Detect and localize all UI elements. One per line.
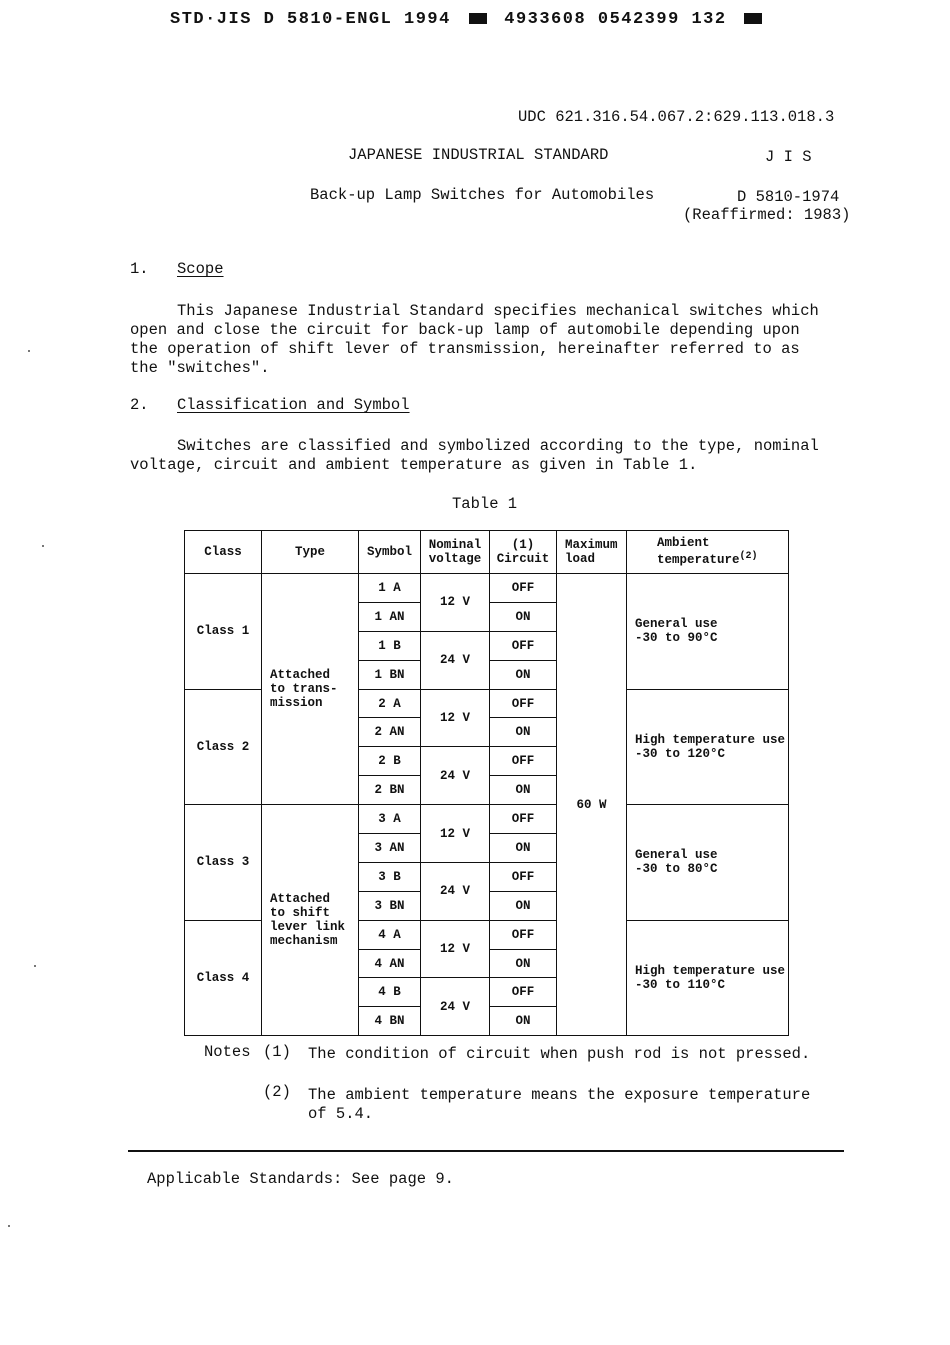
- class-cell: Class 1: [185, 574, 262, 690]
- symbol-cell: 1 B: [359, 631, 421, 660]
- scan-speck: [28, 350, 30, 352]
- black-block-mark: [469, 13, 487, 24]
- circuit-cell: OFF: [490, 862, 557, 891]
- document-title: Back-up Lamp Switches for Automobiles: [310, 186, 655, 204]
- classification-paragraph: [130, 437, 840, 475]
- type-line: lever link: [270, 920, 346, 935]
- circuit-cell: ON: [490, 891, 557, 920]
- class-cell: Class 3: [185, 805, 262, 921]
- circuit-cell: ON: [490, 660, 557, 689]
- ambient-cell: [627, 805, 789, 921]
- table-row: [185, 805, 789, 834]
- section-heading: Classification and Symbol: [177, 396, 410, 414]
- scan-speck: [34, 965, 36, 967]
- symbol-cell: 4 A: [359, 920, 421, 949]
- header-circuit: [490, 531, 557, 574]
- symbol-cell: 1 AN: [359, 602, 421, 631]
- circuit-cell: ON: [490, 1007, 557, 1036]
- header-code-right: 4933608 0542399 132: [504, 10, 727, 29]
- section-number: 1.: [130, 260, 149, 278]
- circuit-note-ref: (1): [511, 538, 535, 552]
- reaffirmed-date: (Reaffirmed: 1983): [683, 206, 851, 224]
- type-cell: [262, 574, 359, 805]
- jis-mark: J I S: [765, 148, 812, 166]
- note-2-text-line1: The ambient temperature means the exposure temperature: [308, 1086, 811, 1104]
- ambient-use: High temperature use: [635, 963, 786, 978]
- header-load-line2: load: [565, 552, 596, 566]
- voltage-cell: 24 V: [421, 631, 490, 689]
- circuit-cell: ON: [490, 834, 557, 863]
- header-circuit-label: Circuit: [496, 552, 550, 566]
- footer-divider: [128, 1150, 844, 1152]
- symbol-cell: 3 A: [359, 805, 421, 834]
- ambient-cell: [627, 574, 789, 690]
- header-voltage-line2: voltage: [428, 552, 482, 566]
- type-line: Attached: [270, 668, 331, 683]
- scope-paragraph: [130, 302, 840, 378]
- black-block-mark: [744, 13, 762, 24]
- paragraph-line: the operation of shift lever of transmission, hereinafter referred to as: [130, 340, 800, 358]
- document-number: D 5810-1974: [737, 188, 840, 206]
- symbol-cell: 4 B: [359, 978, 421, 1007]
- type-line: Attached: [270, 892, 331, 907]
- udc-code: UDC 621.316.54.067.2:629.113.018.3: [518, 108, 835, 126]
- header-voltage-line1: Nominal: [428, 538, 482, 552]
- header-ambient-line2: [657, 550, 788, 567]
- table-header-row: [185, 531, 789, 574]
- circuit-cell: ON: [490, 776, 557, 805]
- type-line: to trans-: [270, 682, 338, 697]
- header-type: Type: [262, 531, 359, 574]
- type-line: mechanism: [270, 934, 338, 949]
- circuit-cell: OFF: [490, 689, 557, 718]
- circuit-cell: ON: [490, 602, 557, 631]
- scan-speck: [42, 545, 44, 547]
- paragraph-line: Switches are classified and symbolized according to the type, nominal: [177, 437, 819, 455]
- ambient-cell: [627, 920, 789, 1036]
- symbol-cell: 1 BN: [359, 660, 421, 689]
- symbol-cell: 4 AN: [359, 949, 421, 978]
- header-maximum-load: [557, 531, 627, 574]
- type-line: to shift: [270, 906, 331, 921]
- class-cell: Class 4: [185, 920, 262, 1036]
- symbol-cell: 2 AN: [359, 718, 421, 747]
- ambient-use: General use: [635, 617, 718, 632]
- circuit-cell: OFF: [490, 978, 557, 1007]
- ambient-note-ref: (2): [739, 551, 758, 563]
- document-code-header: [170, 10, 768, 29]
- note-1-mark: (1): [263, 1043, 291, 1061]
- header-class: Class: [185, 531, 262, 574]
- notes-label: Notes: [204, 1043, 251, 1061]
- table-caption: Table 1: [452, 495, 518, 513]
- scan-speck: [8, 1225, 10, 1227]
- voltage-cell: 12 V: [421, 689, 490, 747]
- voltage-cell: 24 V: [421, 862, 490, 920]
- ambient-use: High temperature use: [635, 732, 786, 747]
- symbol-cell: 2 BN: [359, 776, 421, 805]
- circuit-cell: ON: [490, 718, 557, 747]
- organization-title: JAPANESE INDUSTRIAL STANDARD: [348, 146, 609, 164]
- symbol-cell: 3 B: [359, 862, 421, 891]
- voltage-cell: 24 V: [421, 978, 490, 1036]
- header-load-line1: Maximum: [565, 538, 618, 552]
- ambient-cell: [627, 689, 789, 805]
- note-2-text-line2: of 5.4.: [308, 1105, 374, 1123]
- section-number: 2.: [130, 396, 149, 414]
- type-line: mission: [270, 696, 323, 711]
- ambient-range: -30 to 110°C: [635, 977, 726, 992]
- classification-table: [184, 530, 789, 1036]
- symbol-cell: 1 A: [359, 574, 421, 603]
- note-1-text: The condition of circuit when push rod is not pressed.: [308, 1045, 811, 1063]
- header-ambient-temperature: [627, 531, 789, 574]
- symbol-cell: 2 B: [359, 747, 421, 776]
- symbol-cell: 4 BN: [359, 1007, 421, 1036]
- paragraph-line: This Japanese Industrial Standard specifies mechanical switches which: [177, 302, 819, 320]
- voltage-cell: 12 V: [421, 574, 490, 632]
- ambient-range: -30 to 120°C: [635, 746, 726, 761]
- header-symbol: Symbol: [359, 531, 421, 574]
- circuit-cell: OFF: [490, 920, 557, 949]
- applicable-standards: Applicable Standards: See page 9.: [147, 1170, 454, 1188]
- voltage-cell: 12 V: [421, 805, 490, 863]
- symbol-cell: 3 AN: [359, 834, 421, 863]
- max-load-cell: 60 W: [557, 574, 627, 1036]
- table-row: [185, 574, 789, 603]
- section-heading: Scope: [177, 260, 224, 278]
- ambient-range: -30 to 80°C: [635, 862, 718, 877]
- circuit-cell: OFF: [490, 805, 557, 834]
- paragraph-line: open and close the circuit for back-up lamp of automobile depending upon: [130, 321, 800, 339]
- header-ambient-word: temperature: [657, 553, 740, 568]
- header-ambient-line1: Ambient: [657, 536, 710, 551]
- voltage-cell: 24 V: [421, 747, 490, 805]
- paragraph-line: voltage, circuit and ambient temperature as given in Table 1.: [130, 456, 698, 474]
- header-nominal-voltage: [421, 531, 490, 574]
- symbol-cell: 2 A: [359, 689, 421, 718]
- voltage-cell: 12 V: [421, 920, 490, 978]
- ambient-use: General use: [635, 848, 718, 863]
- circuit-cell: OFF: [490, 747, 557, 776]
- ambient-range: -30 to 90°C: [635, 631, 718, 646]
- paragraph-line: the "switches".: [130, 359, 270, 377]
- note-2-mark: (2): [263, 1083, 291, 1101]
- symbol-cell: 3 BN: [359, 891, 421, 920]
- class-cell: Class 2: [185, 689, 262, 805]
- circuit-cell: ON: [490, 949, 557, 978]
- circuit-cell: OFF: [490, 631, 557, 660]
- header-code-left: STD·JIS D 5810-ENGL 1994: [170, 10, 451, 29]
- circuit-cell: OFF: [490, 574, 557, 603]
- type-cell: [262, 805, 359, 1036]
